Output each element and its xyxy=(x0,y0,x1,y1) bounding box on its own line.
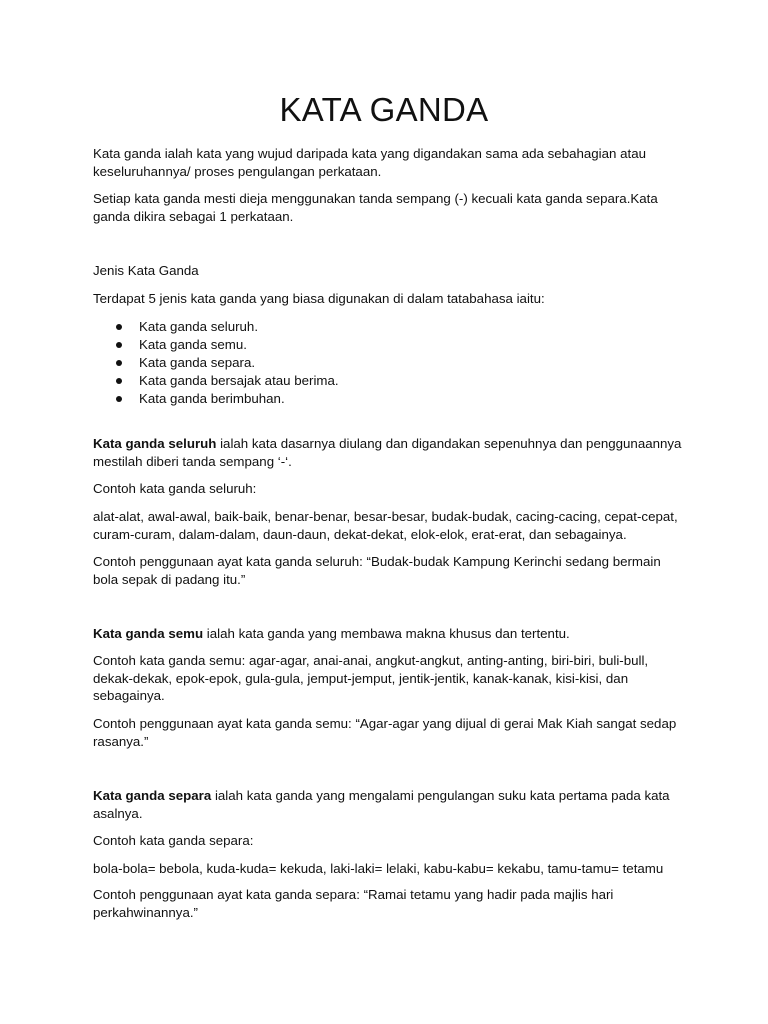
section-heading-jenis: Jenis Kata Ganda xyxy=(93,263,199,278)
jenis-intro: Terdapat 5 jenis kata ganda yang biasa digunakan di dalam tatabahasa iaitu: xyxy=(93,291,545,306)
bullet-icon xyxy=(116,378,122,384)
term-bold: Kata ganda seluruh xyxy=(93,436,217,451)
intro-paragraph-2: Setiap kata ganda mesti dieja menggunakan tanda sempang (-) kecuali kata ganda separa.Kata ganda dikira sebagai 1 perkataan. xyxy=(93,191,658,224)
page-title: KATA GANDA xyxy=(279,91,489,128)
term-bold: Kata ganda semu xyxy=(93,626,204,641)
jenis-list xyxy=(93,318,683,408)
list-item: Kata ganda bersajak atau berima. xyxy=(93,372,683,390)
intro-paragraph-1: Kata ganda ialah kata yang wujud daripada kata yang digandakan sama ada sebahagian atau keseluruhannya/ proses pengulangan perkataan. xyxy=(93,146,646,179)
separa-contoh-label: Contoh kata ganda separa: xyxy=(93,833,254,848)
seluruh-contoh-label: Contoh kata ganda seluruh: xyxy=(93,481,257,496)
list-item: Kata ganda seluruh. xyxy=(93,318,683,336)
separa-definition: Kata ganda separa ialah kata ganda yang mengalami pengulangan suku kata pertama pada kata asalnya. xyxy=(93,788,670,821)
list-item: Kata ganda berimbuhan. xyxy=(93,390,683,408)
bullet-icon xyxy=(116,396,122,402)
bullet-icon xyxy=(116,342,122,348)
semu-ayat: Contoh penggunaan ayat kata ganda semu: “Agar-agar yang dijual di gerai Mak Kiah sangat sedap rasanya.” xyxy=(93,716,677,749)
list-item: Kata ganda separa. xyxy=(93,354,683,372)
bullet-icon xyxy=(116,360,122,366)
bullet-icon xyxy=(116,324,122,330)
separa-contoh-words: bola-bola= bebola, kuda-kuda= kekuda, laki-laki= lelaki, kabu-kabu= kekabu, tamu-tamu= tetamu xyxy=(93,861,664,876)
semu-contoh-words: Contoh kata ganda semu: agar-agar, anai-anai, angkut-angkut, anting-anting, biri-biri, buli-bull, dekak-dekak, epok-epok, gula-gula, jemput-jemput, jentik-jentik, kanak-kanak, kisi-kisi, dan sebagainya. xyxy=(93,653,649,703)
separa-ayat: Contoh penggunaan ayat kata ganda separa: “Ramai tetamu yang hadir pada majlis hari perkahwinannya.” xyxy=(93,887,614,920)
semu-definition: Kata ganda semu ialah kata ganda yang membawa makna khusus dan tertentu. xyxy=(93,626,570,641)
seluruh-definition: Kata ganda seluruh ialah kata dasarnya diulang dan digandakan sepenuhnya dan penggunaannya mestilah diberi tanda sempang ‘-‘. xyxy=(93,436,682,469)
list-item: Kata ganda semu. xyxy=(93,336,683,354)
seluruh-ayat: Contoh penggunaan ayat kata ganda seluruh: “Budak-budak Kampung Kerinchi sedang bermain bola sepak di padang itu.” xyxy=(93,554,661,587)
term-bold: Kata ganda separa xyxy=(93,788,212,803)
seluruh-contoh-words: alat-alat, awal-awal, baik-baik, benar-benar, besar-besar, budak-budak, cacing-cacing, cepat-cepat, curam-curam, dalam-dalam, daun-daun, dekat-dekat, elok-elok, erat-erat, dan sebagainya. xyxy=(93,509,678,542)
